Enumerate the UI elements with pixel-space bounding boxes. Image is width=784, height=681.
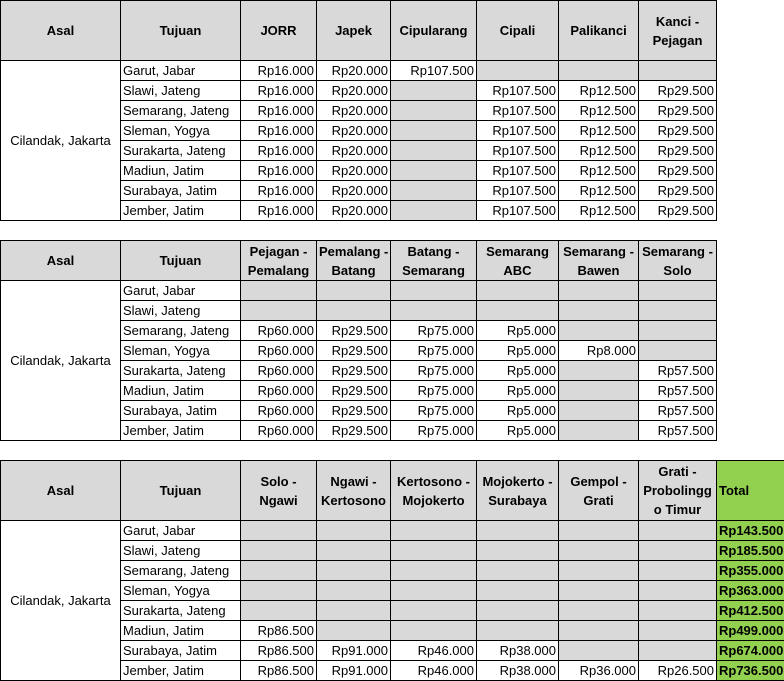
toll-cell: Rp20.000 [317,161,391,181]
toll-cell: Rp29.500 [317,341,391,361]
toll-cell [559,301,639,321]
toll-cell: Rp16.000 [241,201,317,221]
toll-cell: Rp86.500 [241,661,317,681]
toll-cell: Rp107.500 [477,121,559,141]
toll-cell: Rp8.000 [559,341,639,361]
toll-cell: Rp107.500 [477,101,559,121]
toll-cell: Rp16.000 [241,161,317,181]
toll-cell: Rp107.500 [477,141,559,161]
toll-cell [559,581,639,601]
toll-cell: Rp12.500 [559,101,639,121]
toll-cell: Rp5.000 [477,361,559,381]
toll-cell: Rp20.000 [317,101,391,121]
toll-cell [477,581,559,601]
destination-cell: Sleman, Yogya [121,121,241,141]
destination-cell: Surabaya, Jatim [121,401,241,421]
toll-cell [559,401,639,421]
header-segment-3: Cipularang [391,1,477,61]
toll-cell [317,601,391,621]
toll-cell [391,181,477,201]
toll-cell: Rp12.500 [559,121,639,141]
toll-cell: Rp107.500 [477,201,559,221]
toll-cell: Rp36.000 [559,661,639,681]
header-asal: Asal [1,241,121,281]
total-cell: Rp143.500 [717,521,784,541]
toll-cell: Rp86.500 [241,641,317,661]
destination-cell: Madiun, Jatim [121,381,241,401]
toll-cell [317,581,391,601]
toll-cell: Rp60.000 [241,401,317,421]
tariff-table-1 [0,0,717,221]
toll-cell: Rp29.500 [639,141,717,161]
toll-cell: Rp75.000 [391,321,477,341]
toll-cell: Rp5.000 [477,321,559,341]
total-cell: Rp736.500 [717,661,784,681]
toll-cell [391,561,477,581]
toll-cell: Rp107.500 [391,61,477,81]
toll-cell [559,541,639,561]
tariff-table-3 [0,460,784,681]
destination-cell: Madiun, Jatim [121,621,241,641]
toll-cell [391,201,477,221]
toll-cell [391,161,477,181]
toll-cell [639,521,717,541]
toll-cell: Rp29.500 [639,161,717,181]
toll-cell: Rp29.500 [317,361,391,381]
destination-cell: Slawi, Jateng [121,541,241,561]
header-segment-3: Kertosono - Mojokerto [391,461,477,521]
toll-cell [559,361,639,381]
header-segment-4: Mojokerto - Surabaya [477,461,559,521]
toll-cell [639,301,717,321]
toll-cell: Rp75.000 [391,421,477,441]
toll-cell [391,601,477,621]
toll-cell [477,601,559,621]
toll-cell [639,561,717,581]
toll-cell: Rp75.000 [391,361,477,381]
toll-cell: Rp20.000 [317,141,391,161]
header-segment-2: Japek [317,1,391,61]
toll-cell [391,541,477,561]
toll-cell: Rp91.000 [317,661,391,681]
toll-cell [391,81,477,101]
toll-cell: Rp12.500 [559,141,639,161]
toll-cell: Rp20.000 [317,121,391,141]
header-segment-5: Palikanci [559,1,639,61]
toll-cell: Rp29.500 [639,201,717,221]
tariff-table-2 [0,240,717,441]
toll-cell [639,341,717,361]
header-total: Total [717,461,784,521]
origin-cell: Cilandak, Jakarta [1,61,121,221]
toll-cell: Rp75.000 [391,381,477,401]
toll-cell [241,561,317,581]
toll-cell: Rp16.000 [241,101,317,121]
header-asal: Asal [1,461,121,521]
destination-cell: Surabaya, Jatim [121,641,241,661]
toll-cell: Rp57.500 [639,401,717,421]
toll-cell: Rp20.000 [317,201,391,221]
total-cell: Rp185.500 [717,541,784,561]
toll-cell [477,561,559,581]
toll-cell [241,521,317,541]
toll-cell: Rp12.500 [559,81,639,101]
toll-cell [639,281,717,301]
destination-cell: Jember, Jatim [121,201,241,221]
header-segment-5: Semarang - Bawen [559,241,639,281]
destination-cell: Sleman, Yogya [121,581,241,601]
toll-cell: Rp5.000 [477,341,559,361]
toll-cell: Rp26.500 [639,661,717,681]
toll-cell: Rp38.000 [477,641,559,661]
toll-cell: Rp46.000 [391,641,477,661]
toll-cell [317,301,391,321]
toll-cell [639,541,717,561]
destination-cell: Semarang, Jateng [121,561,241,581]
table-row [1,61,717,81]
toll-cell: Rp5.000 [477,401,559,421]
toll-cell: Rp12.500 [559,181,639,201]
header-segment-6: Kanci - Pejagan [639,1,717,61]
destination-cell: Surakarta, Jateng [121,361,241,381]
toll-cell [559,61,639,81]
toll-cell: Rp12.500 [559,161,639,181]
destination-cell: Surakarta, Jateng [121,601,241,621]
header-tujuan: Tujuan [121,241,241,281]
toll-cell [317,561,391,581]
toll-cell: Rp60.000 [241,421,317,441]
toll-cell [391,101,477,121]
header-row [1,241,717,281]
toll-cell [639,581,717,601]
header-segment-4: Cipali [477,1,559,61]
origin-cell: Cilandak, Jakarta [1,521,121,681]
toll-cell: Rp60.000 [241,321,317,341]
header-segment-4: Semarang ABC [477,241,559,281]
toll-cell: Rp75.000 [391,341,477,361]
toll-cell: Rp20.000 [317,61,391,81]
toll-cell [391,281,477,301]
destination-cell: Slawi, Jateng [121,81,241,101]
destination-cell: Slawi, Jateng [121,301,241,321]
toll-cell [241,541,317,561]
toll-cell [639,321,717,341]
table-row [1,281,717,301]
header-segment-2: Pemalang - Batang [317,241,391,281]
toll-cell [477,541,559,561]
toll-cell [317,541,391,561]
toll-cell: Rp29.500 [639,181,717,201]
toll-cell: Rp16.000 [241,141,317,161]
toll-cell: Rp60.000 [241,361,317,381]
toll-cell [639,61,717,81]
toll-cell [559,561,639,581]
toll-cell: Rp29.500 [317,401,391,421]
header-asal: Asal [1,1,121,61]
toll-cell: Rp16.000 [241,181,317,201]
toll-cell [477,521,559,541]
toll-cell: Rp75.000 [391,401,477,421]
header-segment-6: Grati - Probolingg o Timur [639,461,717,521]
toll-cell: Rp29.500 [639,101,717,121]
toll-cell: Rp46.000 [391,661,477,681]
destination-cell: Jember, Jatim [121,421,241,441]
header-tujuan: Tujuan [121,461,241,521]
header-segment-6: Semarang - Solo [639,241,717,281]
toll-cell [639,621,717,641]
toll-cell [317,281,391,301]
header-segment-5: Gempol - Grati [559,461,639,521]
toll-cell [559,321,639,341]
toll-cell: Rp16.000 [241,121,317,141]
destination-cell: Madiun, Jatim [121,161,241,181]
toll-cell: Rp29.500 [317,421,391,441]
toll-cell: Rp57.500 [639,381,717,401]
total-cell: Rp363.000 [717,581,784,601]
toll-cell [639,601,717,621]
toll-cell: Rp29.500 [639,121,717,141]
destination-cell: Semarang, Jateng [121,321,241,341]
toll-cell: Rp91.000 [317,641,391,661]
toll-cell: Rp57.500 [639,361,717,381]
destination-cell: Garut, Jabar [121,61,241,81]
toll-cell: Rp86.500 [241,621,317,641]
total-cell: Rp412.500 [717,601,784,621]
toll-cell [639,641,717,661]
toll-cell: Rp29.500 [317,381,391,401]
toll-cell [391,301,477,321]
origin-cell: Cilandak, Jakarta [1,281,121,441]
toll-cell [241,301,317,321]
toll-cell: Rp29.500 [639,81,717,101]
header-tujuan: Tujuan [121,1,241,61]
toll-cell [391,141,477,161]
header-segment-2: Ngawi - Kertosono [317,461,391,521]
toll-cell: Rp20.000 [317,181,391,201]
toll-cell [317,621,391,641]
header-segment-1: Pejagan - Pemalang [241,241,317,281]
header-row [1,461,784,521]
toll-cell: Rp16.000 [241,81,317,101]
destination-cell: Jember, Jatim [121,661,241,681]
toll-cell [477,281,559,301]
destination-cell: Surakarta, Jateng [121,141,241,161]
toll-cell: Rp29.500 [317,321,391,341]
toll-cell: Rp107.500 [477,181,559,201]
toll-cell [559,621,639,641]
toll-cell [241,601,317,621]
toll-cell: Rp5.000 [477,421,559,441]
toll-cell [317,521,391,541]
toll-cell [477,61,559,81]
toll-cell: Rp60.000 [241,381,317,401]
toll-cell [559,641,639,661]
header-segment-1: Solo - Ngawi [241,461,317,521]
header-segment-3: Batang - Semarang [391,241,477,281]
destination-cell: Garut, Jabar [121,281,241,301]
total-cell: Rp499.000 [717,621,784,641]
destination-cell: Semarang, Jateng [121,101,241,121]
toll-cell [559,281,639,301]
toll-cell: Rp16.000 [241,61,317,81]
toll-cell: Rp20.000 [317,81,391,101]
toll-cell: Rp60.000 [241,341,317,361]
toll-cell [241,281,317,301]
header-segment-1: JORR [241,1,317,61]
total-cell: Rp355.000 [717,561,784,581]
toll-cell: Rp107.500 [477,161,559,181]
toll-cell: Rp12.500 [559,201,639,221]
destination-cell: Garut, Jabar [121,521,241,541]
toll-cell: Rp5.000 [477,381,559,401]
toll-cell [391,521,477,541]
toll-cell [477,621,559,641]
toll-cell [559,521,639,541]
toll-cell: Rp107.500 [477,81,559,101]
toll-cell: Rp38.000 [477,661,559,681]
toll-cell [559,601,639,621]
toll-cell [477,301,559,321]
header-row [1,1,717,61]
toll-cell [391,621,477,641]
toll-cell: Rp57.500 [639,421,717,441]
destination-cell: Surabaya, Jatim [121,181,241,201]
total-cell: Rp674.000 [717,641,784,661]
toll-cell [391,581,477,601]
toll-cell [559,381,639,401]
toll-cell [391,121,477,141]
toll-cell [559,421,639,441]
table-row [1,521,784,541]
toll-cell [241,581,317,601]
destination-cell: Sleman, Yogya [121,341,241,361]
